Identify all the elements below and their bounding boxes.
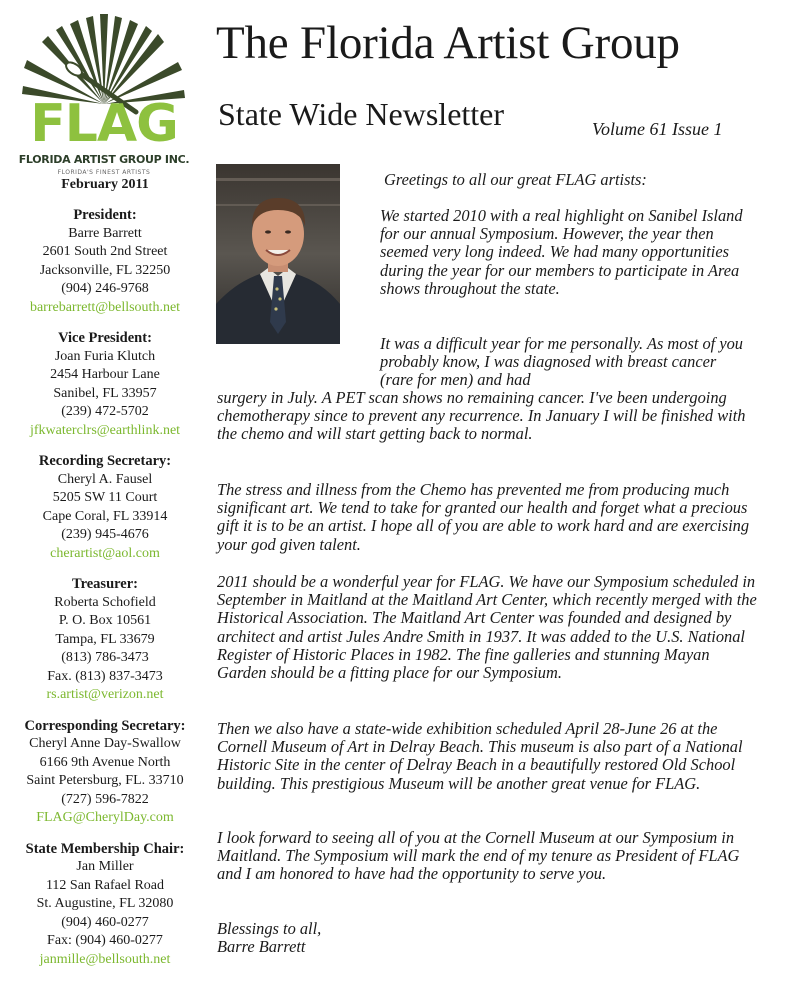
- officer-address-line2: Tampa, FL 33679: [55, 631, 155, 647]
- letter-paragraph: We started 2010 with a real highlight on Sanibel Island for our annual Symposium. However, the year then seemed very long indeed. We had many opportunities during the year for our members to participate in Area shows throughout the state.: [380, 206, 743, 298]
- officer-address-line2: Cape Coral, FL 33914: [42, 508, 168, 524]
- officer-name: Roberta Schofield: [54, 594, 156, 610]
- officer-corresponding-secretary: [0, 717, 210, 828]
- letter-paragraph: I look forward to seeing all of you at the Cornell Museum at our Symposium in Maitland. The Symposium will mark the end of my tenure as President of FLAG and I am honored to have had the opportunity to serve you.: [217, 828, 740, 884]
- officer-vice-president: [0, 329, 210, 440]
- logo-brand: FLAG: [30, 94, 178, 154]
- officer-address-line1: 2601 South 2nd Street: [42, 244, 168, 259]
- officer-role: State Membership Chair:: [25, 840, 185, 857]
- officer-email-link[interactable]: rs.artist@verizon.net: [46, 687, 164, 702]
- officer-role: President:: [73, 207, 137, 223]
- officer-role: Recording Secretary:: [38, 453, 172, 469]
- officer-president: [0, 206, 210, 317]
- issue-date: February 2011: [61, 177, 149, 192]
- officer-email-link[interactable]: cherartist@aol.com: [50, 545, 160, 561]
- letter-paragraph-continued: surgery in July. A PET scan shows no remaining cancer. I've been undergoing chemotherapy since to prevent any recurrence. In January I will be finished with the chemo and will start getting back to normal.: [217, 388, 746, 444]
- letter-closing: [217, 920, 757, 956]
- letter-paragraph: The stress and illness from the Chemo has prevented me from producing much significant art. We tend to take for granted our health and forget what a precious gift it is to be an artist. I hope all of you are able to work hard and are exercising your god given talent.: [217, 480, 750, 554]
- officer-email-link[interactable]: janmille@bellsouth.net: [39, 951, 171, 967]
- officer-phone: (239) 945-4676: [61, 527, 149, 542]
- officer-phone: (904) 246-9768: [61, 281, 149, 296]
- officer-email-link[interactable]: jfkwaterclrs@earthlink.net: [29, 422, 181, 438]
- officer-name: Jan Miller: [76, 859, 134, 874]
- flag-logo: [18, 12, 190, 177]
- officer-email-link[interactable]: barrebarrett@bellsouth.net: [29, 299, 181, 315]
- officer-address-line1: 5205 SW 11 Court: [52, 490, 158, 505]
- officer-name: Barre Barrett: [68, 225, 142, 241]
- officer-role: Vice President:: [58, 330, 152, 346]
- officer-address-line2: Saint Petersburg, FL. 33710: [26, 773, 184, 788]
- closing-line: Blessings to all,: [217, 919, 322, 938]
- officer-fax: Fax: (904) 460-0277: [47, 933, 163, 948]
- officer-directory: [0, 174, 210, 969]
- officer-address-line2: St. Augustine, FL 32080: [36, 896, 174, 911]
- officer-email-link[interactable]: FLAG@CherylDay.com: [36, 810, 174, 825]
- officer-name: Cheryl Anne Day-Swallow: [29, 736, 181, 751]
- officer-fax: Fax. (813) 837-3473: [47, 668, 163, 684]
- letter-paragraph: Then we also have a state-wide exhibition scheduled April 28-June 26 at the Cornell Museum of Art in Delray Beach. This museum is also part of a National Historic Site in the center of Delray Beach in a beautifully restored Old School building. This prestigious Museum will be another great venue for FLAG.: [217, 719, 743, 793]
- officer-role: Corresponding Secretary:: [24, 717, 186, 734]
- officer-membership-chair: [0, 840, 210, 970]
- officer-phone: (239) 472-5702: [61, 404, 149, 419]
- officer-address-line2: Jacksonville, FL 32250: [39, 262, 171, 278]
- letter-greeting: Greetings to all our great FLAG artists:: [384, 170, 647, 189]
- newsletter-title: The Florida Artist Group: [216, 17, 680, 69]
- logo-tagline: FLORIDA'S FINEST ARTISTS: [57, 169, 151, 176]
- officer-address-line1: 2454 Harbour Lane: [50, 367, 160, 382]
- officer-phone: (727) 596-7822: [61, 791, 149, 807]
- volume-issue: Volume 61 Issue 1: [592, 119, 723, 139]
- officer-recording-secretary: [0, 452, 210, 563]
- newsletter-subtitle: State Wide Newsletter: [218, 96, 505, 132]
- letter-paragraph: It was a difficult year for me personally. As most of you probably know, I was diagnosed with breast cancer (rare for men) and had: [380, 334, 744, 390]
- officer-address-line1: P. O. Box 10561: [58, 613, 152, 628]
- officer-phone: (813) 786-3473: [61, 650, 149, 665]
- officer-name: Joan Furia Klutch: [54, 348, 156, 364]
- officer-address-line1: 6166 9th Avenue North: [39, 754, 171, 770]
- letter-paragraph: 2011 should be a wonderful year for FLAG. We have our Symposium scheduled in September in Maitland at the Maitland Art Center, which recently merged with the Historical Association. The Maitland Art Center was founded and designed by architect and artist Jules Andre Smith in 1937. It was added to the U.S. National Register of Historic Places in 1982. The fine galleries and stunning Mayan Garden should be a fitting place for our Symposium.: [217, 572, 757, 683]
- officer-address-line2: Sanibel, FL 33957: [53, 385, 157, 401]
- officer-address-line1: 112 San Rafael Road: [45, 877, 165, 893]
- officer-treasurer: [0, 575, 210, 705]
- signature-name: Barre Barrett: [217, 937, 306, 957]
- officer-name: Cheryl A. Fausel: [57, 471, 153, 487]
- president-portrait-photo: [216, 164, 340, 344]
- officer-role: Treasurer:: [71, 576, 139, 592]
- officer-phone: (904) 460-0277: [61, 914, 149, 930]
- logo-name: FLORIDA ARTIST GROUP INC.: [18, 153, 190, 166]
